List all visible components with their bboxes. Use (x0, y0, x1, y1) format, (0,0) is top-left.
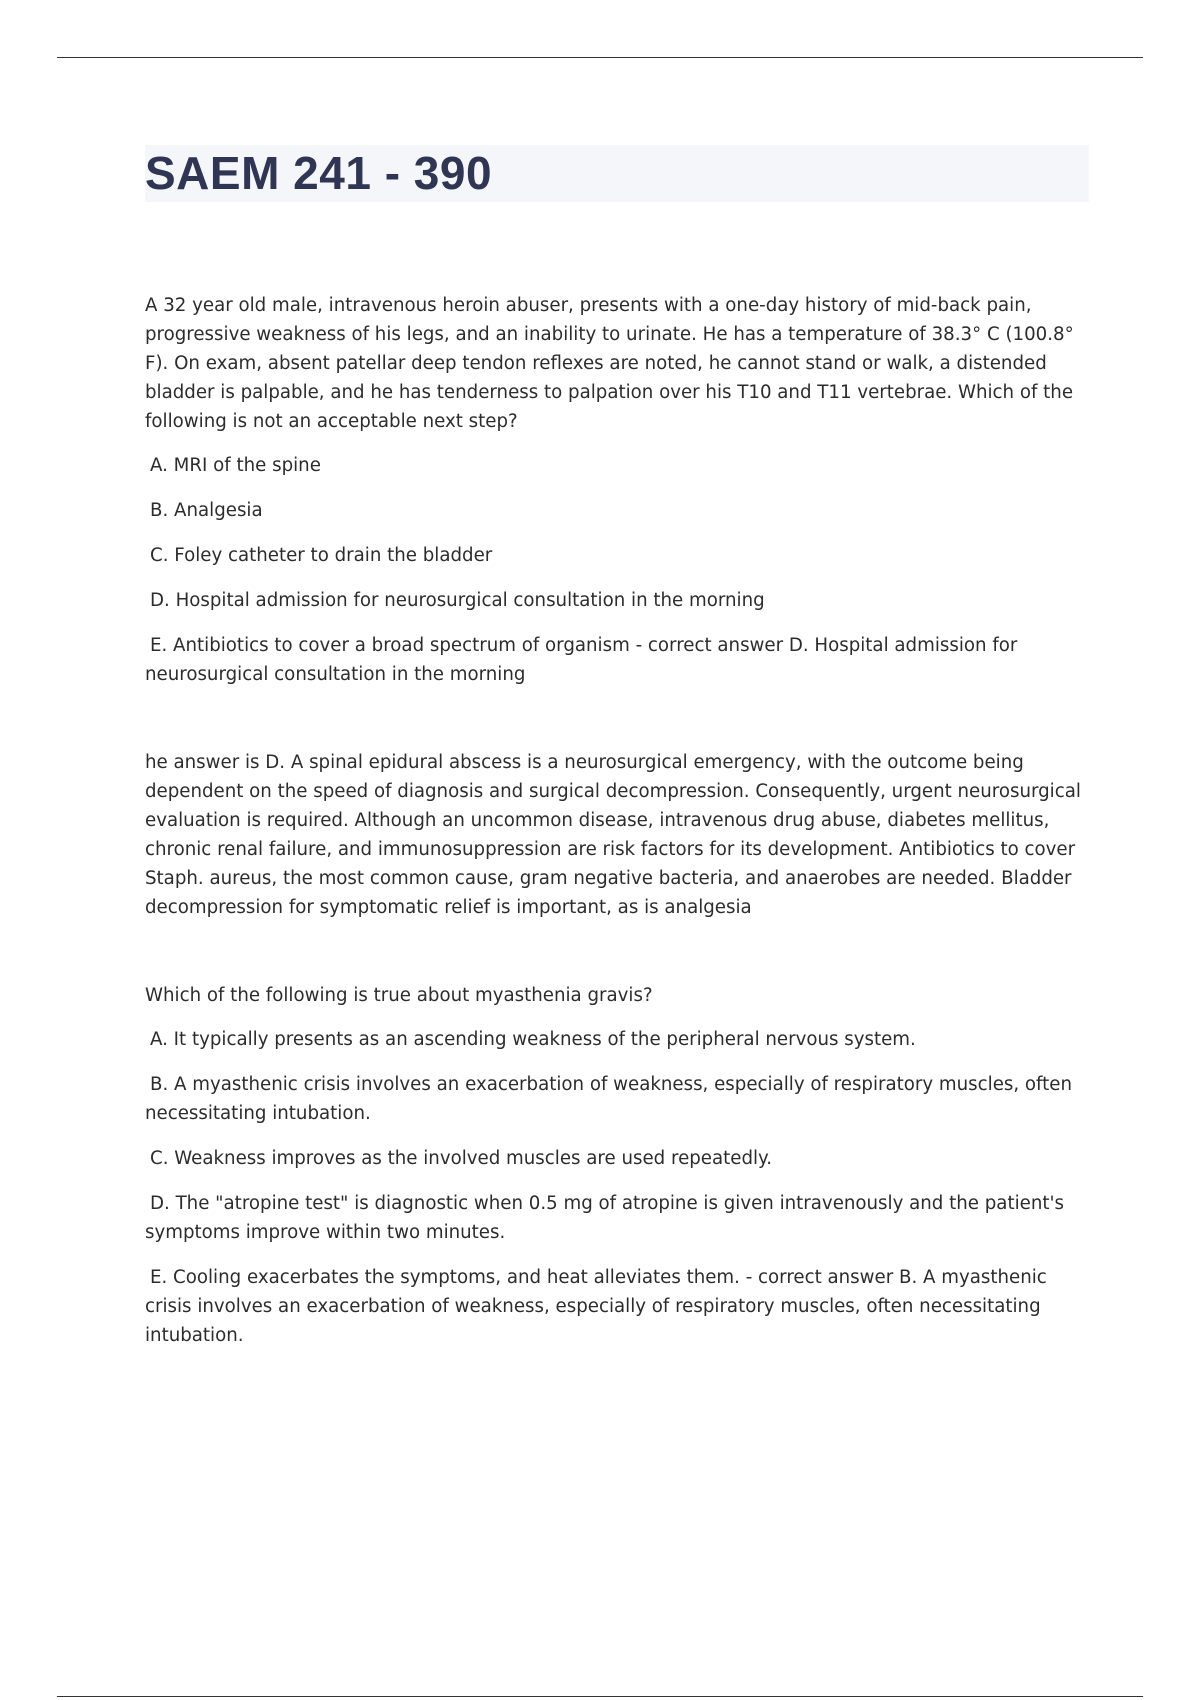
question-1-option-e: E. Antibiotics to cover a broad spectrum of organism - correct answer D. Hospital admission for neurosurgical consultation in the morning (145, 635, 1018, 685)
question-1-option-c: C. Foley catheter to drain the bladder (150, 545, 493, 566)
question-1-explanation: he answer is D. A spinal epidural abscess is a neurosurgical emergency, with the outcome being dependent on the speed of diagnosis and surgical decompression. Consequently, urgent neurosurgical evaluation is required. Although an uncommon disease, intravenous drug abuse, diabetes mellitus, chronic renal failure, and immunosuppression are risk factors for its development. Antibiotics to cover Staph. aureus, the most common cause, gram negative bacteria, and anaerobes are needed. Bladder decompression for symptomatic relief is important, as is analgesia (145, 752, 1081, 918)
question-1-option-a: A. MRI of the spine (150, 455, 321, 476)
top-divider (57, 57, 1143, 58)
question-1-stem: A 32 year old male, intravenous heroin abuser, presents with a one-day history of mid-back pain, progressive weakness of his legs, and an inability to urinate. He has a temperature of 38.3° C (100.8° F). On exam, absent patellar deep tendon reflexes are noted, he cannot stand or walk, a distended bladder is palpable, and he has tenderness to palpation over his T10 and T11 vertebrae. Which of the following is not an acceptable next step? (145, 295, 1074, 432)
document-title: SAEM 241 - 390 (145, 147, 493, 199)
question-2-option-c: C. Weakness improves as the involved muscles are used repeatedly. (150, 1148, 773, 1169)
question-1-option-b: B. Analgesia (150, 500, 263, 521)
question-2-option-d: D. The "atropine test" is diagnostic when 0.5 mg of atropine is given intravenously and the patient's symptoms improve within two minutes. (145, 1193, 1064, 1243)
question-2-option-b: B. A myasthenic crisis involves an exacerbation of weakness, especially of respiratory muscles, often necessitating intubation. (145, 1074, 1072, 1124)
document-body (145, 291, 1090, 1350)
question-1-option-d: D. Hospital admission for neurosurgical consultation in the morning (150, 590, 765, 611)
question-2-option-a: A. It typically presents as an ascending weakness of the peripheral nervous system. (150, 1029, 916, 1050)
question-2-stem: Which of the following is true about myasthenia gravis? (145, 985, 653, 1006)
bottom-divider (57, 1696, 1143, 1697)
question-2-option-e: E. Cooling exacerbates the symptoms, and heat alleviates them. - correct answer B. A myasthenic crisis involves an exacerbation of weakness, especially of respiratory muscles, often necessitating intubation. (145, 1267, 1047, 1346)
